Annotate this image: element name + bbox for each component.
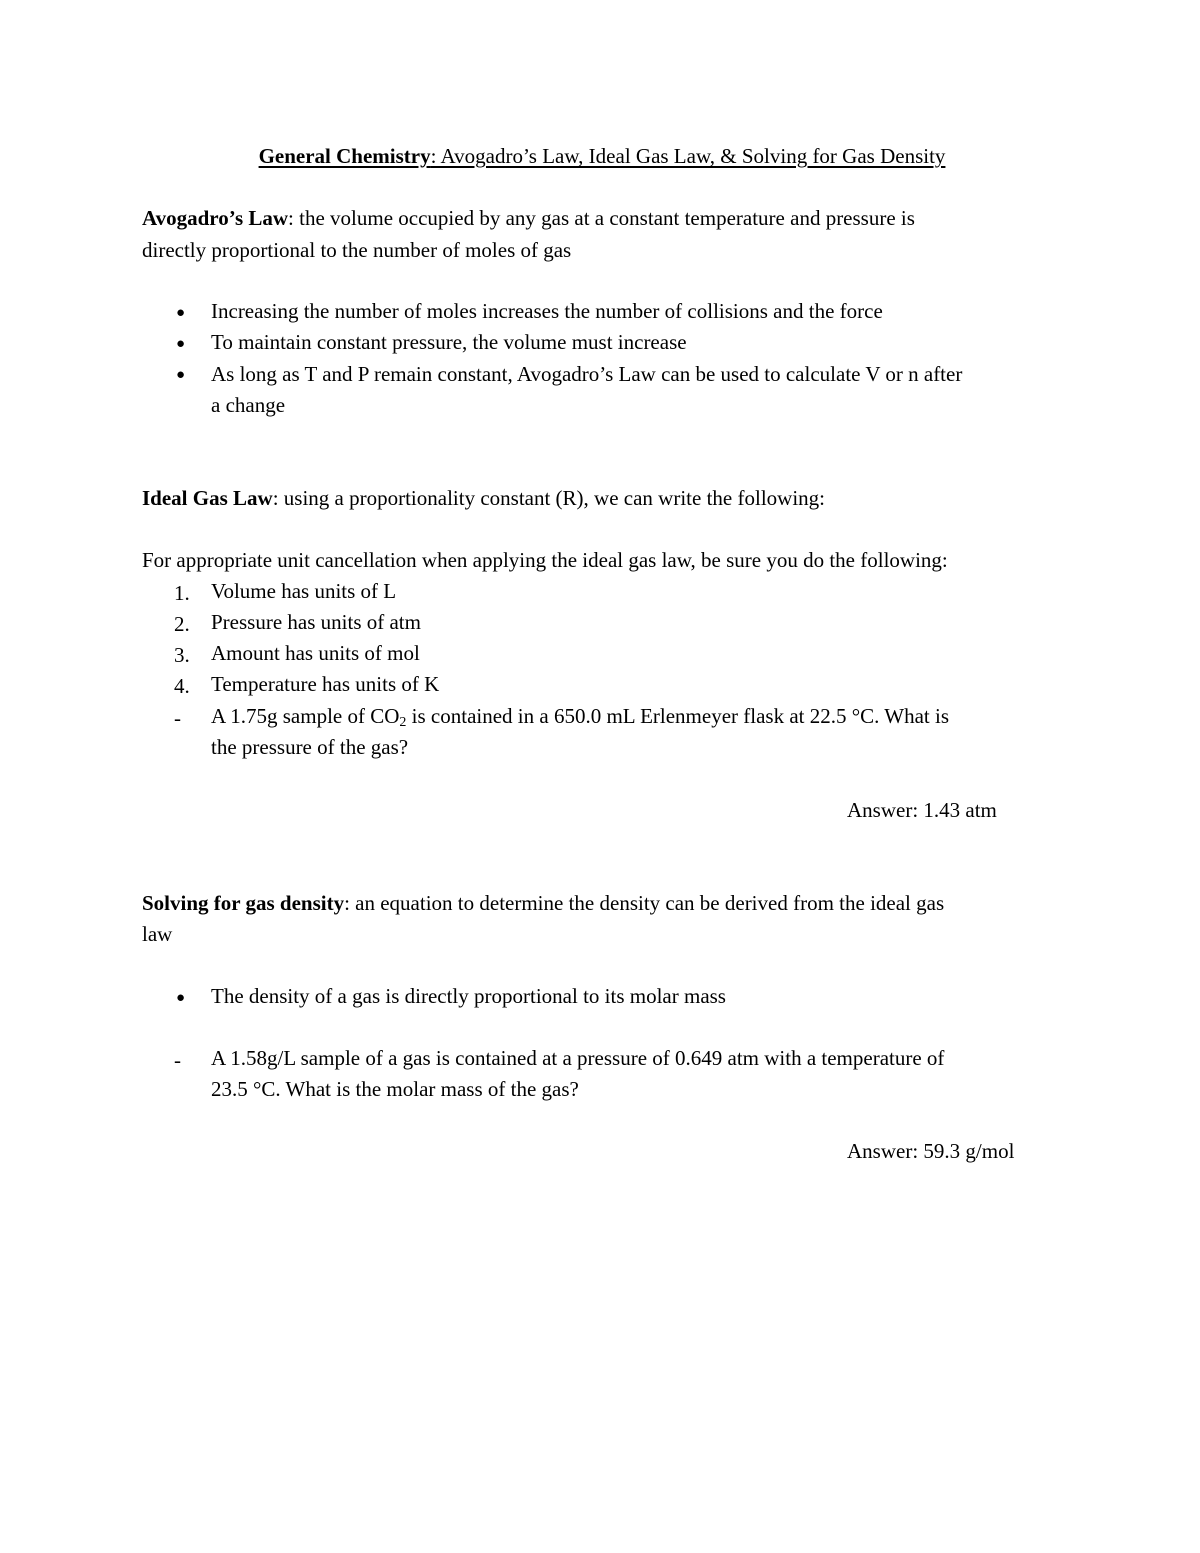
ideal-answer: Answer: 1.43 atm: [847, 798, 997, 822]
title-rest: : Avogadro’s Law, Ideal Gas Law, & Solving for Gas Density: [430, 144, 946, 168]
avogadro-definition-text: : the volume occupied by any gas at a constant temperature and pressure is: [288, 206, 915, 230]
list-item: Increasing the number of moles increases the number of collisions and the force: [211, 299, 883, 323]
list-item: The density of a gas is directly proportional to its molar mass: [211, 984, 726, 1008]
avogadro-definition-line1: [142, 208, 915, 229]
ideal-definition: [142, 488, 825, 509]
density-problem-line2: 23.5 °C. What is the molar mass of the gas?: [211, 1077, 579, 1101]
list-marker: 1.: [174, 581, 190, 605]
avogadro-heading: Avogadro’s Law: [142, 206, 289, 230]
list-item: To maintain constant pressure, the volume must increase: [211, 330, 687, 354]
ideal-intro: For appropriate unit cancellation when applying the ideal gas law, be sure you do the following:: [142, 548, 948, 572]
bullet-icon: ●: [176, 990, 186, 1006]
density-problem-line1: A 1.58g/L sample of a gas is contained at a pressure of 0.649 atm with a temperature of: [211, 1046, 945, 1070]
bullet-icon: ●: [176, 336, 186, 352]
avogadro-definition-line2: directly proportional to the number of moles of gas: [142, 238, 572, 262]
ideal-heading: Ideal Gas Law: [142, 486, 273, 510]
dash-marker: -: [174, 1048, 181, 1072]
problem-text-a: A 1.75g sample of CO: [211, 704, 400, 728]
density-heading: Solving for gas density: [142, 891, 345, 915]
list-item: Temperature has units of K: [211, 672, 440, 696]
ideal-definition-text: : using a proportionality constant (R), we can write the following:: [272, 486, 825, 510]
page-title: [142, 146, 1062, 167]
subscript-2: 2: [399, 715, 407, 730]
list-item: Amount has units of mol: [211, 641, 420, 665]
bullet-icon: ●: [176, 367, 186, 383]
density-answer: Answer: 59.3 g/mol: [847, 1139, 1015, 1163]
list-item-continuation: a change: [211, 393, 286, 417]
title-bold: General Chemistry: [258, 144, 431, 168]
list-marker: 4.: [174, 674, 190, 698]
list-item: Volume has units of L: [211, 579, 397, 603]
list-item: Pressure has units of atm: [211, 610, 421, 634]
list-item: As long as T and P remain constant, Avogadro’s Law can be used to calculate V or n after: [211, 362, 963, 386]
density-definition-line1: [142, 893, 944, 914]
ideal-problem-line1: [211, 704, 950, 730]
list-marker: 3.: [174, 643, 190, 667]
list-marker: 2.: [174, 612, 190, 636]
density-definition-text: : an equation to determine the density can be derived from the ideal gas: [344, 891, 945, 915]
density-definition-line2: law: [142, 922, 173, 946]
problem-text-b: is contained in a 650.0 mL Erlenmeyer flask at 22.5 °C. What is: [406, 704, 950, 728]
ideal-problem-line2: the pressure of the gas?: [211, 735, 409, 759]
bullet-icon: ●: [176, 305, 186, 321]
dash-marker: -: [174, 706, 181, 730]
